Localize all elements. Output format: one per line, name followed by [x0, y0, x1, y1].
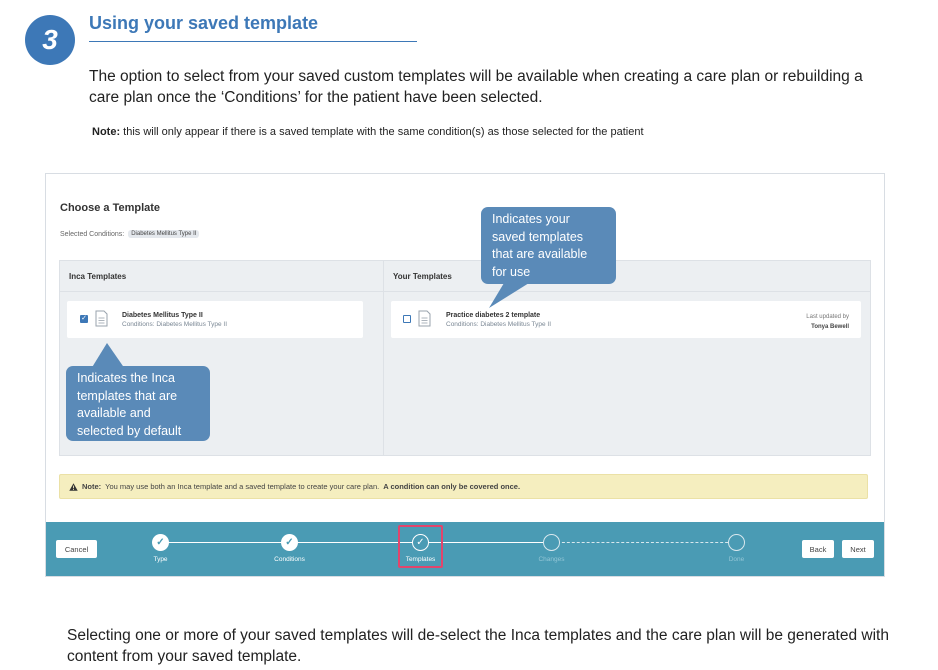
last-updated-label: Last updated by — [806, 314, 849, 320]
wizard-footer — [46, 522, 884, 576]
warning-note — [59, 474, 868, 499]
warning-bold-text: A condition can only be covered once. — [383, 482, 521, 491]
saved-template-conditions: Conditions: Diabetes Mellitus Type II — [446, 321, 552, 328]
note-label: Note: — [92, 126, 121, 138]
inca-template-title: Diabetes Mellitus Type II — [122, 312, 203, 319]
heading-underline — [89, 41, 417, 42]
saved-template-checkbox[interactable] — [403, 315, 411, 323]
document-icon — [418, 310, 431, 327]
document-icon — [95, 310, 108, 327]
step-done-dot — [728, 534, 745, 551]
warning-icon — [69, 483, 78, 491]
last-updated-by: Tonya Bewell — [811, 324, 849, 330]
selected-condition-chip: Diabetes Mellitus Type II — [128, 230, 199, 238]
step-type-dot[interactable]: ✓ — [152, 534, 169, 551]
inca-templates-header: Inca Templates — [60, 261, 386, 292]
step-type-label: Type — [153, 556, 168, 563]
your-templates-panel — [383, 260, 871, 456]
selected-conditions-label: Selected Conditions: — [60, 230, 125, 238]
warning-text: You may use both an Inca template and a saved template to create your care plan. — [105, 482, 380, 491]
outro-paragraph: Selecting one or more of your saved templates will de-select the Inca templates and the care plan will be generated with content from your saved template. — [67, 627, 889, 665]
step-templates-dot[interactable]: ✓ — [412, 534, 429, 551]
inca-template-conditions: Conditions: Diabetes Mellitus Type II — [122, 321, 228, 328]
inca-template-checkbox[interactable]: ✓ — [81, 315, 87, 322]
inca-templates-callout: Indicates the Inca templates that are available and selected by default — [66, 366, 210, 441]
step-changes-dot — [543, 534, 560, 551]
selected-conditions — [60, 230, 199, 238]
step-conditions-label: Conditions — [274, 556, 305, 563]
your-templates-header: Your Templates — [384, 261, 870, 292]
saved-templates-callout: Indicates your saved templates that are available for use — [481, 207, 616, 284]
step-connector — [552, 542, 738, 543]
inca-template-card[interactable] — [67, 301, 363, 338]
templates-step-highlight — [398, 525, 443, 568]
last-updated — [806, 312, 849, 332]
note-line — [92, 126, 644, 138]
step-connector — [161, 542, 289, 543]
note-text: this will only appear if there is a saved template with the same condition(s) as those selected for the patient — [123, 126, 644, 138]
warning-label: Note: — [82, 482, 102, 491]
back-button[interactable]: Back — [802, 540, 834, 558]
saved-template-title: Practice diabetes 2 template — [446, 312, 541, 319]
step-number-badge: 3 — [25, 15, 75, 65]
section-heading: Using your saved template — [89, 13, 319, 33]
cancel-button[interactable]: Cancel — [56, 540, 97, 558]
step-templates-label: Templates — [405, 556, 436, 563]
step-done-label: Done — [728, 556, 745, 563]
saved-template-card[interactable] — [391, 301, 861, 338]
next-button[interactable]: Next — [842, 540, 874, 558]
step-conditions-dot[interactable]: ✓ — [281, 534, 298, 551]
intro-paragraph: The option to select from your saved custom templates will be available when creating a care plan or rebuilding a care plan once the ‘Conditions’ for the patient have been selected. — [89, 68, 863, 106]
choose-template-title: Choose a Template — [60, 202, 161, 214]
step-changes-label: Changes — [538, 556, 565, 563]
